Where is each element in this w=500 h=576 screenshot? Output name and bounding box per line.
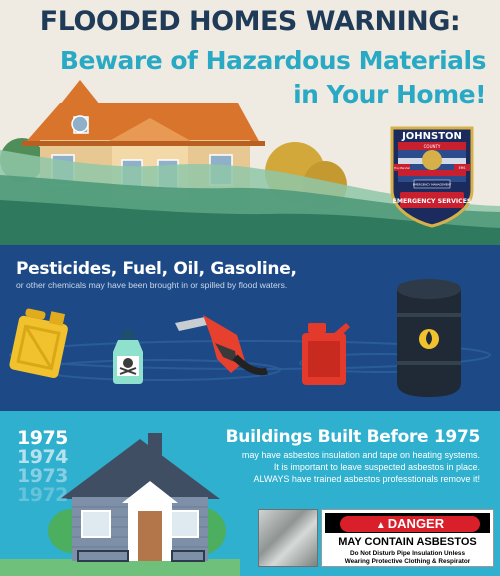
page-title: FLOODED HOMES WARNING: — [39, 6, 461, 37]
subtitle-line-1: Beware of Hazardous Materials — [59, 46, 486, 75]
hazardous-chemicals-section — [0, 245, 500, 411]
badge-bottom-text: EMERGENCY SERVICES — [392, 198, 472, 205]
asbestos-section — [0, 411, 500, 576]
buildings-text — [180, 449, 480, 485]
hazards-title: Pesticides, Fuel, Oil, Gasoline, — [16, 259, 297, 279]
gas-can-icon — [302, 323, 350, 385]
pipe-insulation-photo — [258, 509, 318, 567]
buildings-line-3: ALWAYS have trained asbestos professtionals remove it! — [253, 474, 480, 484]
badge-left-tab: Fire Marshal — [394, 167, 410, 170]
hazards-subtitle: or other chemicals may have been brought in or spilled by flood waters. — [16, 280, 288, 290]
sign-line-2: Do Not Disturb Pipe Insulation Unless — [349, 550, 466, 557]
years-list — [17, 429, 68, 505]
oil-barrel-icon — [397, 279, 461, 397]
jerry-can-icon — [8, 305, 70, 379]
buildings-title: Buildings Built Before 1975 — [225, 427, 480, 447]
year-1974: 1974 — [17, 446, 68, 468]
year-1972: 1972 — [17, 484, 68, 506]
sign-line-3: Wearing Protective Clothing & Respirator — [344, 558, 471, 565]
warning-triangle-icon: ▲ — [375, 520, 386, 531]
danger-header — [325, 513, 490, 533]
subtitle-line-2: in Your Home! — [293, 80, 486, 109]
danger-sign-board — [321, 509, 494, 567]
johnston-county-badge-icon — [386, 124, 478, 228]
danger-label: DANGER — [387, 516, 445, 531]
badge-right-tab: EMS — [458, 166, 466, 170]
buildings-line-1: may have asbestos insulation and tape on heating systems. — [241, 450, 480, 460]
page-subtitle — [6, 44, 486, 112]
flood-header-section — [0, 0, 500, 245]
poison-bottle-icon — [113, 330, 143, 384]
buildings-line-2: It is important to leave suspected asbestos in place. — [273, 462, 480, 472]
year-1975: 1975 — [17, 427, 68, 449]
badge-county-sub: COUNTY — [423, 144, 441, 149]
badge-county-text: JOHNSTON — [402, 131, 462, 142]
year-1973: 1973 — [17, 465, 68, 487]
badge-ribbon: EMERGENCY MANAGEMENT — [412, 182, 452, 187]
sign-line-1: MAY CONTAIN ASBESTOS — [338, 536, 477, 548]
asbestos-warning-sign — [258, 509, 494, 567]
